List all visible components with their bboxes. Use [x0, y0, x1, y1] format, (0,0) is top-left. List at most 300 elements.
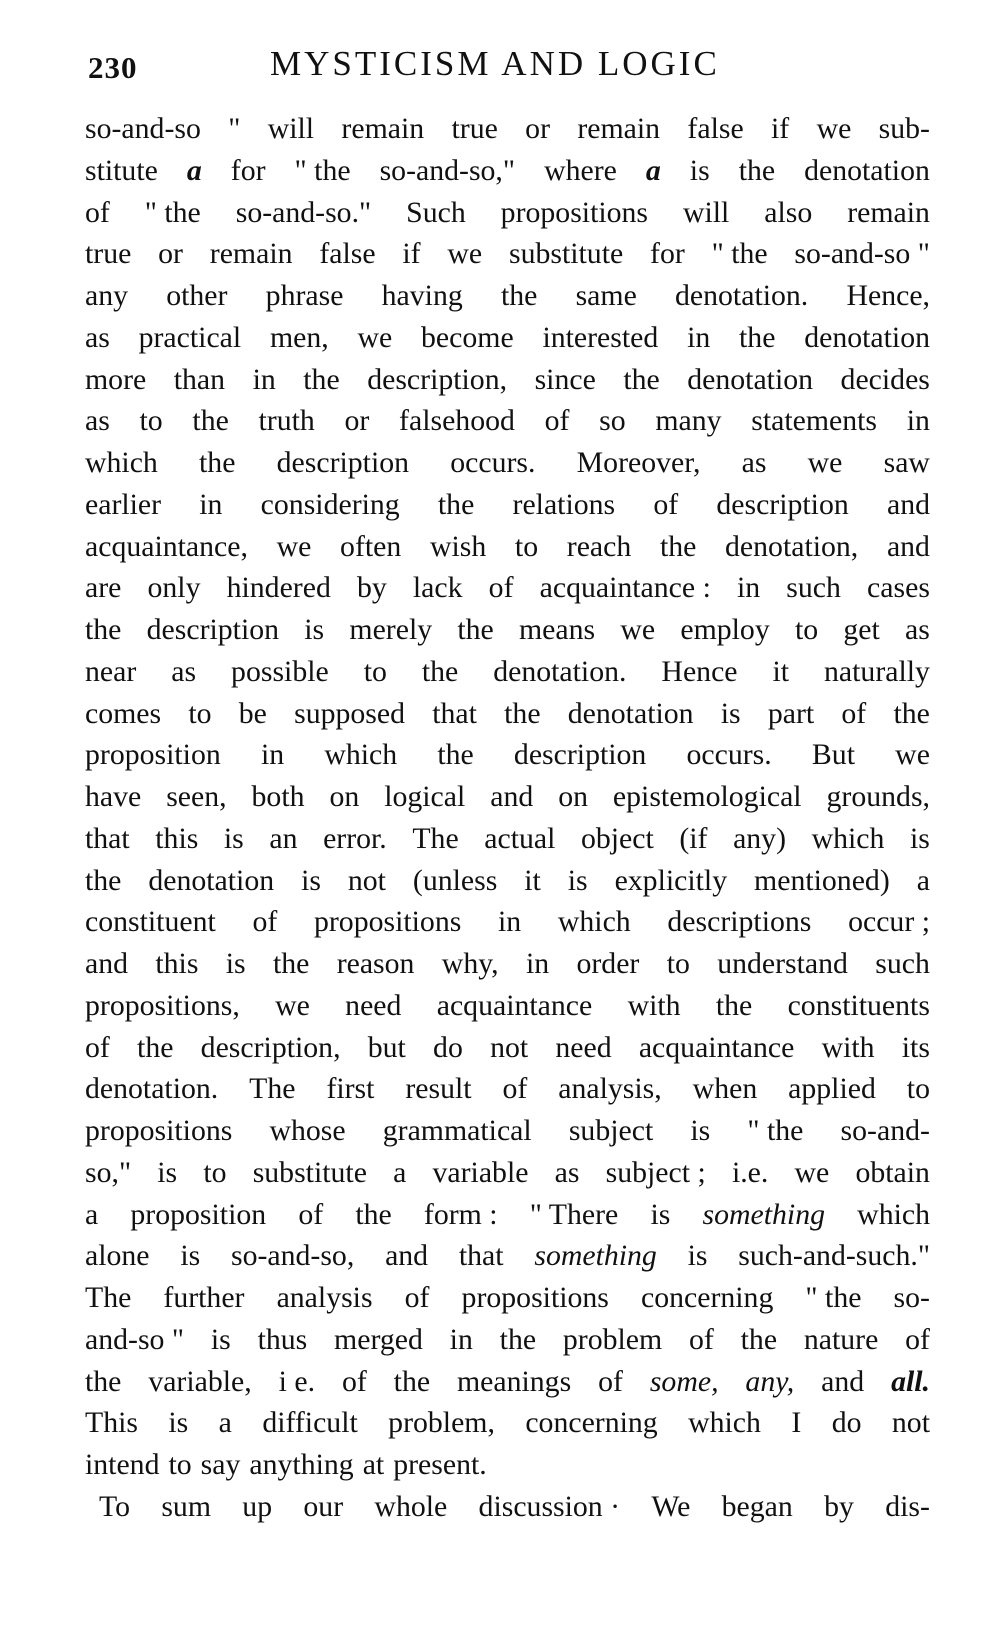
word: intend — [85, 1448, 160, 1481]
word: anything — [249, 1448, 354, 1481]
word: this — [155, 947, 199, 980]
word: relations — [512, 487, 616, 521]
text-line — [85, 693, 930, 735]
word: need — [345, 988, 402, 1022]
word: we — [816, 112, 852, 145]
word: both — [251, 780, 305, 813]
word: of — [905, 1322, 930, 1356]
word: will — [267, 112, 315, 145]
word: the — [738, 153, 776, 187]
text-line — [85, 275, 930, 317]
word: analysis — [276, 1281, 373, 1314]
word: which — [557, 905, 631, 939]
word: actual — [484, 821, 556, 855]
text-line — [85, 1235, 930, 1277]
word: the — [457, 613, 494, 646]
word: practical — [138, 320, 242, 354]
word: this — [155, 821, 199, 855]
text-line — [85, 943, 930, 985]
word: obtain — [855, 1155, 930, 1189]
word: as — [85, 404, 110, 438]
word: but — [367, 1030, 406, 1064]
word: is — [223, 821, 244, 855]
word: so-and-so — [85, 112, 201, 145]
word: where — [544, 153, 617, 187]
text-line — [85, 1402, 930, 1444]
word: dis- — [885, 1489, 930, 1523]
word: " There — [529, 1197, 619, 1231]
word: But — [811, 738, 855, 772]
word: when — [692, 1072, 758, 1106]
word: also — [764, 195, 813, 229]
word: wish — [429, 529, 487, 563]
word: seen, — [166, 780, 227, 813]
word: of — [689, 1322, 714, 1356]
word: reach — [566, 529, 632, 563]
word: order — [576, 947, 640, 980]
word: the — [137, 1030, 174, 1064]
word: (if — [679, 821, 708, 855]
word: in — [199, 487, 223, 521]
word: the — [715, 988, 753, 1022]
word: variable — [432, 1155, 529, 1189]
word: not — [490, 1030, 529, 1064]
word: description, — [367, 362, 508, 396]
word: I — [791, 1406, 802, 1440]
word: say — [200, 1448, 241, 1481]
word: " the — [711, 237, 768, 271]
word: occurs. — [450, 446, 536, 479]
word: is — [304, 613, 325, 646]
word: of — [488, 571, 514, 605]
word: such — [786, 571, 841, 605]
word: Such — [406, 195, 466, 229]
word: any, — [745, 1364, 795, 1398]
word: denotation. — [493, 654, 627, 688]
word: phrase — [265, 279, 344, 312]
word: meanings — [456, 1364, 572, 1398]
word: all. — [891, 1364, 930, 1398]
word: since — [534, 362, 596, 396]
word: propositions — [313, 905, 462, 939]
word: to — [168, 1448, 192, 1481]
word: and — [886, 529, 930, 563]
word: form : — [423, 1197, 498, 1231]
word: have — [85, 780, 142, 813]
word: remain — [341, 112, 425, 145]
word: whole — [374, 1489, 448, 1523]
word: we — [794, 1155, 830, 1189]
word: in — [736, 571, 761, 605]
word: we — [357, 320, 393, 354]
word: we — [620, 613, 656, 646]
word: so," — [85, 1155, 132, 1189]
word: if — [771, 112, 790, 145]
word: sub- — [878, 112, 930, 145]
word: problem — [562, 1322, 663, 1356]
word: constituents — [787, 988, 930, 1022]
word: it — [524, 863, 541, 897]
word: falsehood — [399, 404, 515, 438]
word: remain — [847, 195, 930, 229]
word: the — [504, 696, 541, 730]
word: the — [303, 362, 340, 396]
word: part — [767, 696, 815, 730]
word: difficult — [262, 1406, 358, 1440]
word: possible — [231, 654, 329, 688]
text-line — [85, 651, 930, 693]
word: a — [393, 1155, 407, 1189]
word: proposition — [130, 1197, 267, 1231]
word: the — [739, 320, 776, 354]
word: such-and-such." — [738, 1239, 930, 1273]
text-line — [85, 108, 930, 150]
word: so-and-so, — [230, 1239, 355, 1273]
word: explicitly — [614, 863, 728, 897]
text-line — [85, 192, 930, 234]
word: analysis, — [558, 1072, 662, 1106]
word: as — [905, 613, 930, 646]
word: to — [188, 696, 212, 730]
word: do — [831, 1406, 862, 1440]
word: description — [146, 613, 280, 646]
word: up — [242, 1489, 273, 1523]
word: object — [580, 821, 654, 855]
word: to — [203, 1155, 227, 1189]
word: applied — [788, 1072, 876, 1106]
word: to — [666, 947, 690, 980]
word: as — [85, 320, 110, 354]
word: propositions — [500, 195, 649, 229]
word: become — [421, 320, 514, 354]
word: than — [173, 362, 226, 396]
word: To — [99, 1489, 131, 1523]
word: " the — [294, 153, 351, 187]
word: the — [199, 446, 236, 479]
word: of — [653, 487, 679, 521]
word: do — [433, 1030, 463, 1064]
word: naturally — [824, 654, 930, 688]
text-line — [85, 1152, 930, 1194]
word: which — [811, 821, 885, 855]
word: remain — [577, 112, 661, 145]
word: having — [381, 279, 463, 312]
text-line — [85, 1361, 930, 1403]
word: descriptions — [667, 905, 812, 939]
word: as — [554, 1155, 580, 1189]
word: acquaintance, — [85, 529, 248, 563]
word: denotation — [804, 320, 930, 354]
word: variable, — [148, 1364, 252, 1398]
word: " — [228, 112, 241, 145]
word: the — [893, 696, 930, 730]
word: such — [875, 947, 930, 980]
word: cases — [867, 571, 930, 605]
word: more — [85, 362, 147, 396]
word: result — [405, 1072, 472, 1106]
word: at — [362, 1448, 385, 1481]
word: sum — [161, 1489, 211, 1523]
word: logical — [384, 780, 466, 813]
text-line — [85, 776, 930, 818]
text-line — [85, 317, 930, 359]
word: and — [821, 1364, 865, 1398]
word: same — [575, 279, 637, 312]
word: and — [490, 780, 534, 813]
word: employ — [680, 613, 770, 646]
word: began — [721, 1489, 793, 1523]
word: and — [385, 1239, 429, 1273]
word: is — [301, 863, 321, 897]
word: the — [85, 613, 122, 646]
word: something — [534, 1239, 657, 1273]
word: on — [558, 780, 588, 813]
word: it — [772, 654, 790, 688]
word: propositions — [461, 1281, 609, 1314]
word: The — [412, 821, 459, 855]
word: saw — [883, 446, 930, 479]
word: subject ; — [605, 1155, 706, 1189]
word: error. — [323, 821, 387, 855]
word: earlier — [85, 487, 162, 521]
word: as — [741, 446, 767, 479]
word: which — [857, 1197, 930, 1231]
text-line — [85, 150, 930, 192]
word: denotation — [687, 362, 814, 396]
word: so- — [893, 1281, 930, 1314]
word: any — [85, 279, 129, 312]
word: true — [85, 237, 132, 271]
word: supposed — [294, 696, 406, 730]
word: is — [690, 1114, 711, 1147]
word: some, — [649, 1364, 719, 1398]
word: stitute — [85, 153, 158, 187]
word: grammatical — [382, 1114, 532, 1147]
text-line — [85, 1068, 930, 1110]
word: if — [402, 237, 421, 271]
word: lack — [412, 571, 463, 605]
word: decides — [840, 362, 930, 396]
word: to — [514, 529, 539, 563]
word: for — [230, 153, 266, 187]
text-line — [85, 400, 930, 442]
word: or — [344, 404, 370, 438]
word: merely — [349, 613, 433, 646]
word: thus — [257, 1322, 308, 1356]
word: reason — [336, 947, 415, 980]
page-number: 230 — [88, 50, 138, 85]
word: false — [687, 112, 744, 145]
word: and — [886, 487, 930, 521]
word: occur ; — [848, 905, 930, 939]
text-line — [85, 860, 930, 902]
text-line — [85, 1486, 930, 1528]
text-line — [85, 818, 930, 860]
word: in — [687, 320, 711, 354]
word: is — [720, 696, 741, 730]
word: which — [324, 738, 398, 772]
word: why, — [441, 947, 499, 980]
word: the — [272, 947, 310, 980]
word: description, — [200, 1030, 341, 1064]
word: as — [171, 654, 197, 688]
word: denotation. — [675, 279, 809, 312]
word: or — [158, 237, 183, 271]
word: an — [269, 821, 298, 855]
word: grounds, — [826, 780, 930, 813]
word: subject — [568, 1114, 654, 1147]
word: of — [85, 195, 110, 229]
word: the — [500, 279, 538, 312]
word: not — [891, 1406, 930, 1440]
word: so-and-so," — [379, 153, 516, 187]
word: the — [421, 654, 459, 688]
word: proposition — [85, 738, 221, 772]
text-line — [85, 734, 930, 776]
word: get — [843, 613, 880, 646]
page-header — [80, 44, 932, 94]
word: further — [163, 1281, 245, 1314]
word: acquaintance — [436, 988, 593, 1022]
word: concerning — [640, 1281, 774, 1314]
word: the — [437, 487, 475, 521]
word: Moreover, — [576, 446, 701, 479]
word: we — [275, 988, 310, 1022]
word: so-and- — [840, 1114, 930, 1147]
word: is — [650, 1197, 671, 1231]
word: interested — [542, 320, 659, 354]
word: and — [85, 947, 129, 980]
word: by — [356, 571, 387, 605]
word: considering — [260, 487, 400, 521]
word: statements — [751, 404, 878, 438]
text-line — [85, 1194, 930, 1236]
word: substitute — [252, 1155, 367, 1189]
word: acquaintance — [638, 1030, 795, 1064]
text-line — [85, 901, 930, 943]
word: the — [499, 1322, 537, 1356]
word: of — [404, 1281, 430, 1314]
word: or — [525, 112, 550, 145]
word: the — [659, 529, 697, 563]
word: (unless — [412, 863, 498, 897]
word: we — [807, 446, 843, 479]
word: other — [166, 279, 228, 312]
word: propositions — [85, 1114, 233, 1147]
word: i e. — [278, 1364, 316, 1398]
word: denotation, — [725, 529, 859, 563]
word: men, — [269, 320, 329, 354]
word: of — [841, 696, 867, 730]
word: a — [218, 1406, 232, 1440]
word: is — [910, 821, 930, 855]
word: is — [225, 947, 246, 980]
word: false — [319, 237, 376, 271]
word: denotation — [148, 863, 275, 897]
word: We — [651, 1489, 691, 1523]
word: " the — [747, 1114, 804, 1147]
word: a — [645, 153, 661, 187]
word: the — [85, 863, 122, 897]
word: occurs. — [686, 738, 772, 772]
running-title: MYSTICISM AND LOGIC — [270, 44, 720, 83]
text-line — [85, 359, 930, 401]
word: that — [85, 821, 130, 855]
word: so-and-so." — [235, 195, 372, 229]
word: description — [276, 446, 410, 479]
word: discussion · — [478, 1489, 621, 1523]
text-line — [85, 1319, 930, 1361]
word: in — [260, 738, 285, 772]
word: will — [682, 195, 730, 229]
word: " the — [805, 1281, 862, 1314]
word: be — [238, 696, 267, 730]
text-line — [85, 1110, 930, 1152]
word: we — [276, 529, 312, 563]
word: with — [821, 1030, 875, 1064]
word: and-so " — [85, 1322, 185, 1356]
word: This — [85, 1406, 138, 1440]
word: of — [341, 1364, 367, 1398]
word: which — [688, 1406, 761, 1440]
text-line — [85, 1444, 930, 1486]
word: denotation. — [85, 1072, 219, 1106]
word: of — [298, 1197, 324, 1231]
word: denotation — [567, 696, 694, 730]
word: of — [85, 1030, 110, 1064]
word: for — [650, 237, 685, 271]
word: description — [716, 487, 849, 521]
word: a — [85, 1197, 99, 1231]
word: hindered — [226, 571, 331, 605]
word: is — [157, 1155, 178, 1189]
word: problem, — [388, 1406, 495, 1440]
word: whose — [269, 1114, 346, 1147]
text-line — [85, 567, 930, 609]
word: acquaintance : — [539, 571, 711, 605]
word: that — [458, 1239, 504, 1273]
word: is — [689, 153, 710, 187]
word: to — [906, 1072, 930, 1106]
text-line — [85, 1027, 930, 1069]
text-line — [85, 985, 930, 1027]
word: of — [544, 404, 570, 438]
word: i.e. — [731, 1155, 769, 1189]
word: nature — [803, 1322, 879, 1356]
text-line — [85, 526, 930, 568]
word: is — [210, 1322, 231, 1356]
text-line — [85, 233, 930, 275]
word: is — [687, 1239, 708, 1273]
word: of — [502, 1072, 528, 1106]
word: something — [702, 1197, 825, 1231]
word: The — [249, 1072, 296, 1106]
word: many — [655, 404, 722, 438]
word: is — [567, 863, 588, 897]
word: the — [85, 1364, 122, 1398]
word: remain — [209, 237, 293, 271]
word: propositions, — [85, 988, 240, 1022]
word: substitute — [508, 237, 624, 271]
word: denotation — [804, 153, 930, 187]
word: constituent — [85, 905, 216, 939]
word: in — [252, 362, 276, 396]
word: we — [895, 738, 930, 772]
word: is — [168, 1406, 189, 1440]
word: concerning — [525, 1406, 658, 1440]
word: epistemological — [612, 780, 802, 813]
word: with — [627, 988, 681, 1022]
